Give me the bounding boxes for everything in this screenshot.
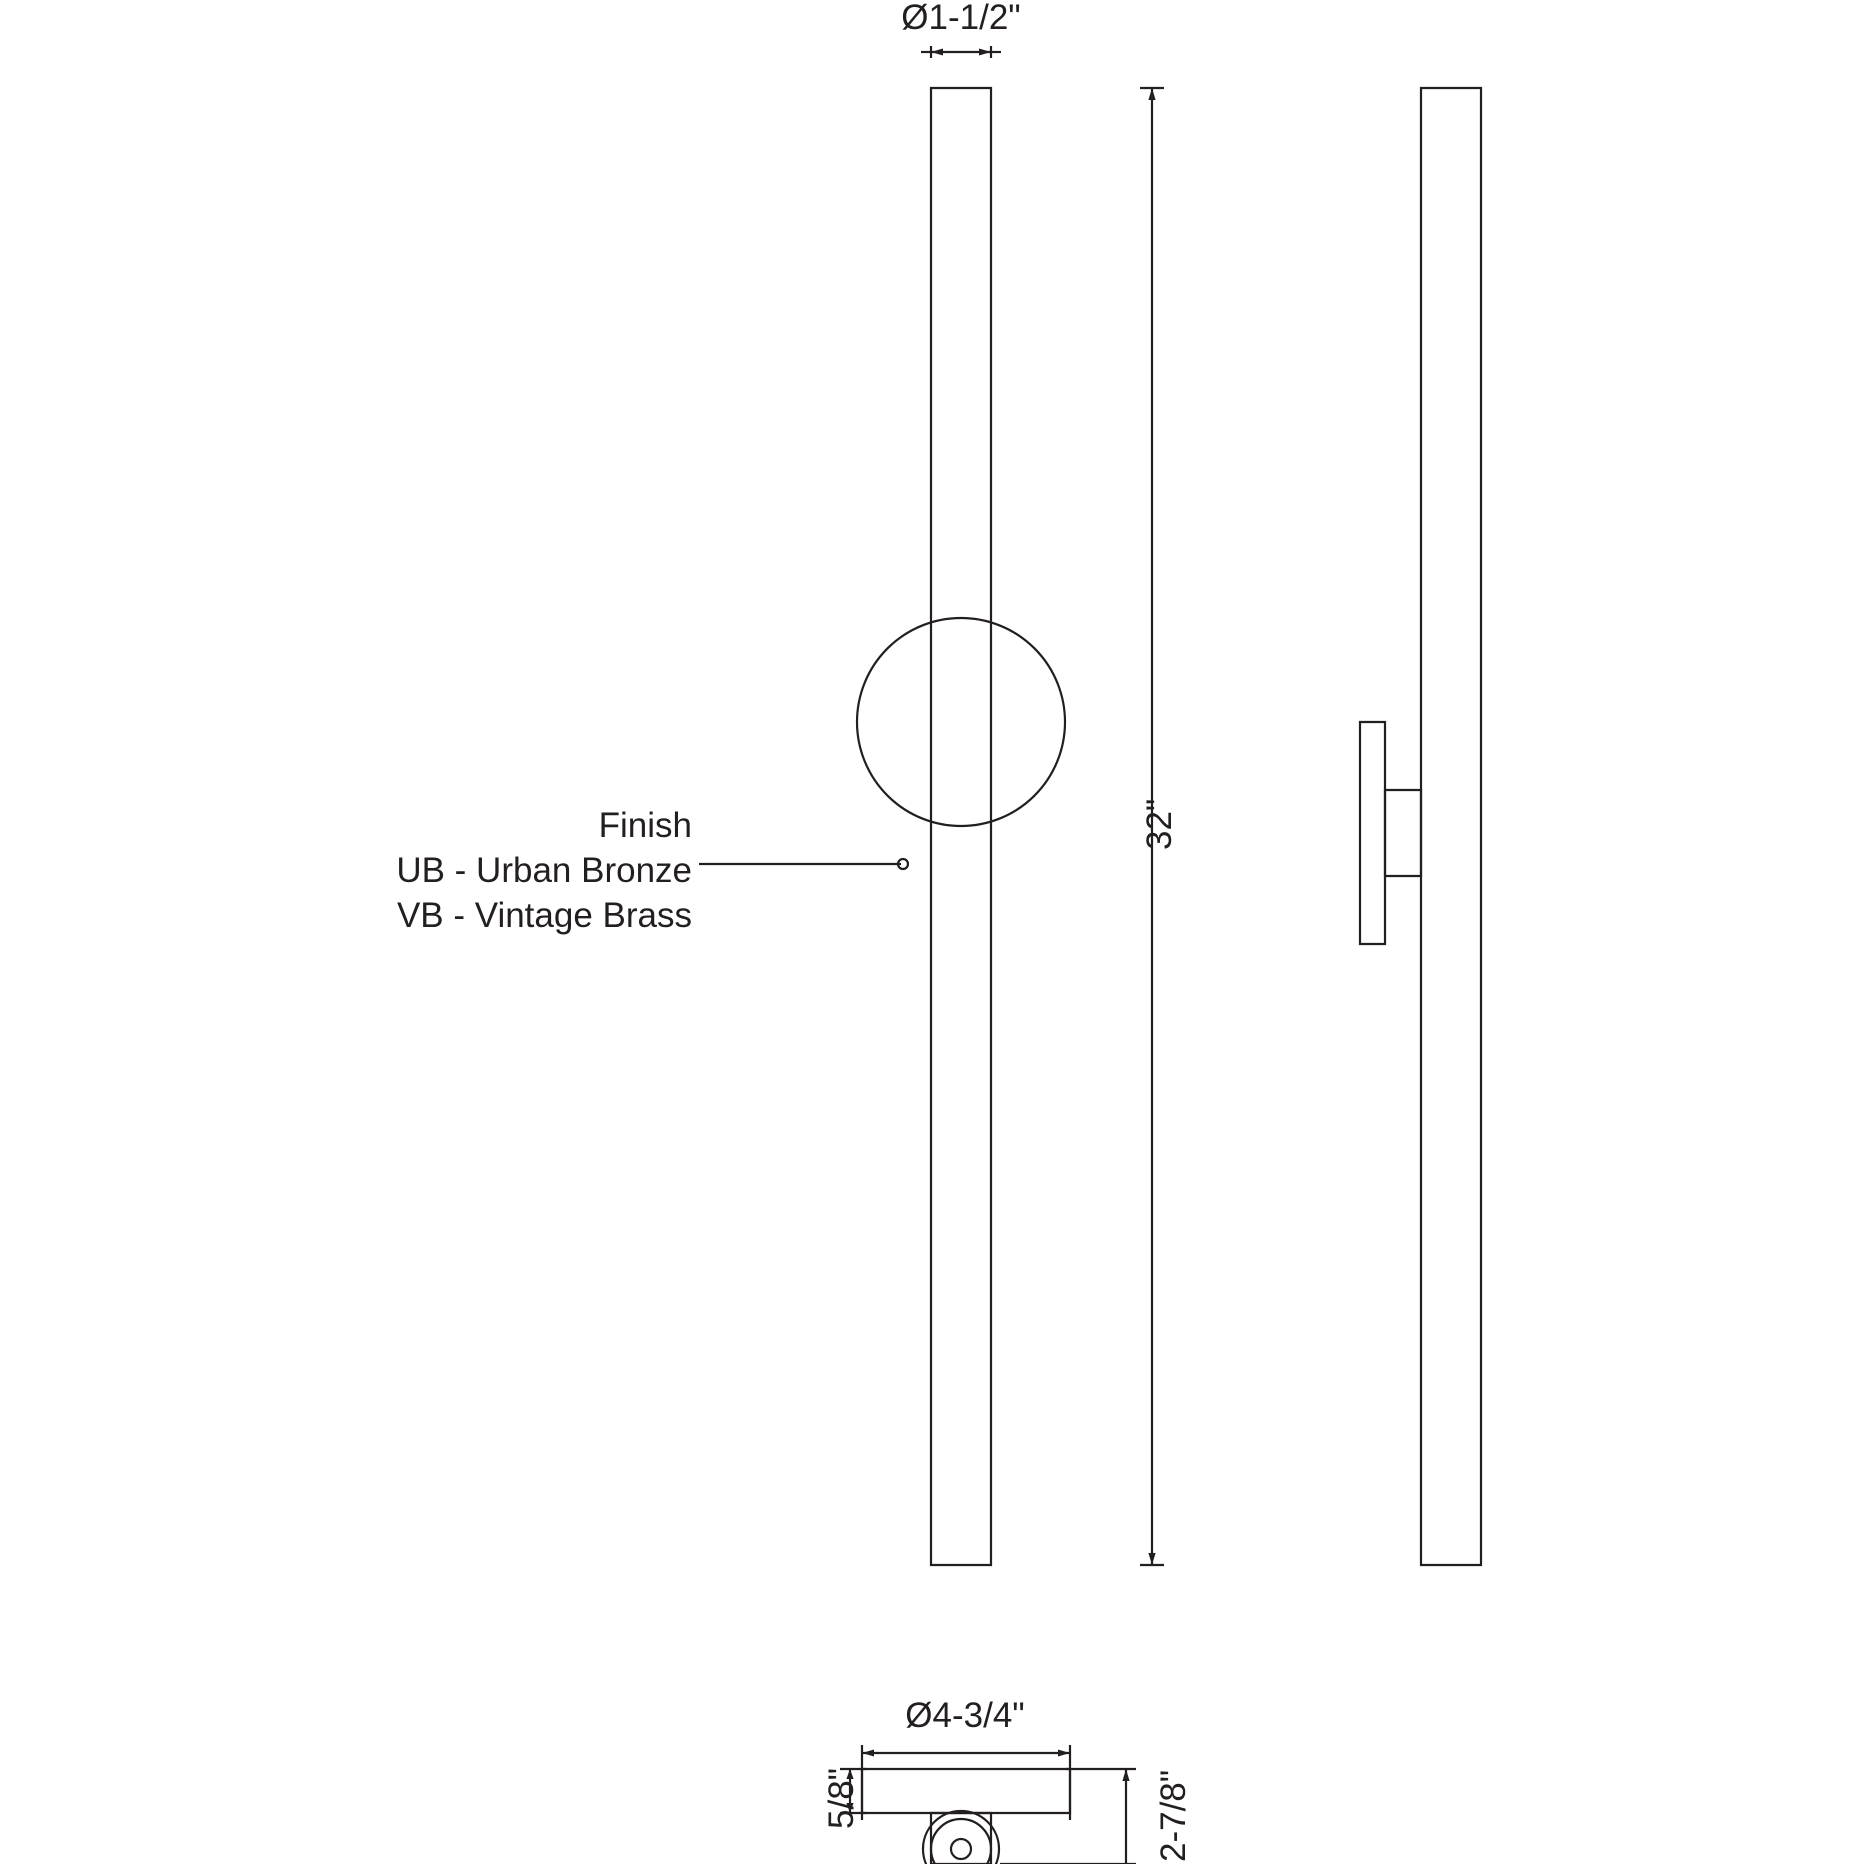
backplate-diameter-dimension — [862, 1745, 1070, 1820]
top-diameter-label: Ø1-1/2" — [901, 0, 1021, 37]
finish-option-ub: UB - Urban Bronze — [396, 851, 692, 890]
plan-view-backplate — [862, 1769, 1070, 1813]
side-view-backplate — [1360, 722, 1421, 944]
backplate-thickness-label: 5/8" — [822, 1767, 861, 1829]
projection-label: 2-7/8" — [1154, 1769, 1193, 1862]
finish-heading: Finish — [598, 806, 692, 845]
finish-callout-leader — [699, 859, 908, 869]
finish-option-vb: VB - Vintage Brass — [396, 896, 692, 935]
plan-view-end-cap — [923, 1811, 999, 1864]
front-view-backplate-circle — [857, 618, 1065, 826]
top-diameter-dimension — [921, 46, 1001, 58]
overall-height-label: 32" — [1140, 798, 1179, 850]
side-view-fixture-body — [1421, 88, 1481, 1565]
projection-dimension — [1000, 1769, 1136, 1864]
backplate-diameter-label: Ø4-3/4" — [905, 1696, 1025, 1735]
